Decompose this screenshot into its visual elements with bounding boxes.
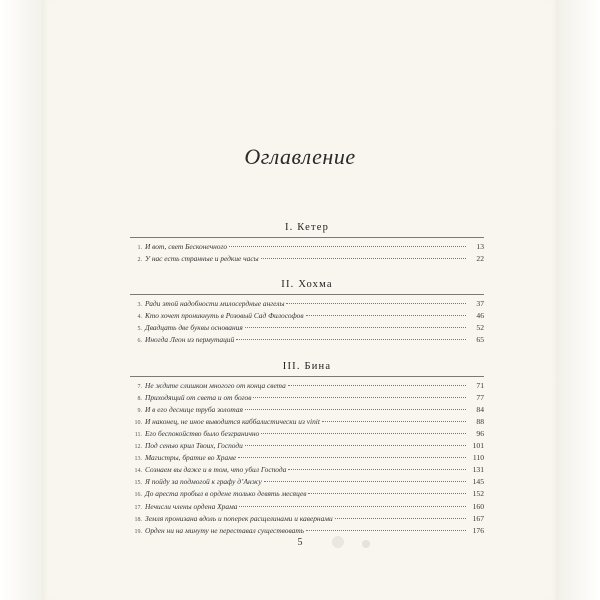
entry-page: 71 bbox=[476, 380, 484, 390]
entry-number: 11. bbox=[134, 431, 142, 438]
entry-number: 8. bbox=[137, 395, 142, 402]
entry-title: И в его деснице труба золотая bbox=[145, 404, 243, 414]
leader-dots bbox=[335, 518, 466, 519]
entry-title: Земля пронизана вдоль и поперек расщелинами и кавернами bbox=[145, 513, 333, 523]
entry-page: 176 bbox=[472, 525, 484, 535]
section-divider bbox=[130, 237, 484, 238]
entry-title: Двадцать две буквы основания bbox=[145, 323, 243, 333]
leader-dots bbox=[308, 493, 466, 494]
entry-page: 88 bbox=[476, 416, 484, 426]
toc-section-bina bbox=[130, 361, 484, 538]
leader-dots bbox=[286, 303, 466, 304]
entry-number: 17. bbox=[134, 504, 142, 511]
entry-page: 160 bbox=[472, 501, 484, 511]
page-number: 5 bbox=[297, 537, 303, 548]
paper-smudge bbox=[332, 536, 344, 548]
toc-entry bbox=[130, 502, 484, 514]
leader-dots bbox=[229, 246, 466, 247]
leader-dots bbox=[245, 409, 466, 410]
leader-dots bbox=[261, 258, 466, 259]
toc-entry bbox=[130, 299, 484, 311]
entry-number: 9. bbox=[137, 407, 142, 414]
toc-entry bbox=[130, 489, 484, 501]
leader-dots bbox=[253, 397, 466, 398]
section-heading: II. Хохма bbox=[281, 279, 333, 291]
entry-number: 1. bbox=[137, 245, 142, 251]
entry-number: 12. bbox=[134, 444, 142, 451]
entry-title: Ради этой надобности милосердные ангелы bbox=[145, 299, 285, 309]
leader-dots bbox=[238, 457, 466, 458]
entry-title: Его беспокойство было безгранично bbox=[145, 428, 260, 438]
leader-dots bbox=[239, 506, 466, 507]
leader-dots bbox=[236, 339, 466, 340]
entry-number: 10. bbox=[134, 419, 142, 426]
toc-section-hokhma bbox=[130, 279, 484, 347]
entry-number: 4. bbox=[137, 314, 142, 321]
entry-title: Сознаем вы даже и в том, что убил Господа bbox=[145, 465, 287, 475]
section-heading: I. Кетер bbox=[284, 222, 330, 233]
entry-number: 3. bbox=[137, 302, 142, 309]
toc-entry bbox=[130, 381, 484, 393]
entry-number: 15. bbox=[134, 480, 142, 487]
entry-title: Орден ни на минуту не переставал существовать bbox=[145, 525, 305, 535]
entry-page: 52 bbox=[476, 323, 484, 333]
paper-smudge bbox=[362, 540, 370, 548]
leader-dots bbox=[288, 385, 466, 386]
entry-number: 13. bbox=[134, 456, 142, 463]
entry-page: 131 bbox=[472, 465, 484, 475]
leader-dots bbox=[245, 327, 466, 328]
page-title: Оглавление bbox=[244, 144, 356, 169]
toc-entry bbox=[130, 254, 484, 266]
entry-page: 152 bbox=[472, 489, 484, 499]
leader-dots bbox=[306, 315, 466, 316]
toc-entry bbox=[130, 311, 484, 323]
entry-title: До ареста пробыл в ордене только девять месяцев bbox=[145, 489, 307, 499]
entry-title: И наконец, не иное выводится каббалистически из vinit bbox=[145, 416, 320, 426]
leader-dots bbox=[322, 421, 466, 422]
toc-section-keter bbox=[130, 222, 484, 266]
entry-page: 167 bbox=[472, 513, 484, 523]
section-heading: III. Бина bbox=[282, 360, 332, 372]
entry-title: У нас есть странные и редкие часы bbox=[145, 254, 259, 264]
entry-title: Под сенью крил Твоих, Господи bbox=[145, 441, 243, 451]
toc-entry bbox=[130, 393, 484, 405]
toc-entry bbox=[130, 405, 484, 417]
entry-title: Приходящий от света и от богов bbox=[145, 392, 252, 402]
entry-title: Я пойду за подмогой к графу д’Анжу bbox=[145, 477, 262, 487]
entry-page: 46 bbox=[476, 311, 484, 321]
entry-page: 13 bbox=[476, 242, 484, 251]
entry-page: 22 bbox=[476, 254, 484, 264]
entry-page: 84 bbox=[476, 404, 484, 414]
toc-entry bbox=[130, 514, 484, 526]
entry-page: 96 bbox=[476, 428, 484, 438]
entry-title: Не ждите слишком многого от конца света bbox=[145, 380, 286, 390]
toc-entry bbox=[130, 465, 484, 477]
entry-page: 77 bbox=[476, 392, 484, 402]
entry-title: И вот, свет Бесконечного bbox=[145, 242, 228, 251]
entry-number: 16. bbox=[134, 492, 142, 499]
toc-entry bbox=[130, 477, 484, 489]
entry-number: 18. bbox=[134, 516, 142, 523]
entry-title: Нечисли члены ордена Храма bbox=[145, 501, 238, 511]
leader-dots bbox=[245, 445, 466, 446]
entry-page: 101 bbox=[472, 441, 484, 451]
toc-entry bbox=[130, 242, 484, 254]
section-divider bbox=[130, 376, 484, 377]
entry-title: Иногда Леон из пермутаций bbox=[145, 335, 235, 345]
table-of-contents bbox=[130, 222, 484, 551]
page-left-margin bbox=[0, 0, 42, 600]
toc-entry bbox=[130, 335, 484, 347]
entry-number: 5. bbox=[137, 326, 142, 333]
entry-title: Кто хочет проникнуть в Розовый Сад Философов bbox=[145, 311, 304, 321]
section-divider bbox=[130, 294, 484, 295]
entry-page: 110 bbox=[472, 453, 484, 463]
entry-page: 37 bbox=[476, 299, 484, 309]
leader-dots bbox=[288, 469, 466, 470]
entry-number: 14. bbox=[134, 468, 142, 475]
entry-title: Магистры, братие во Храме bbox=[145, 453, 237, 463]
entry-number: 2. bbox=[137, 257, 142, 264]
entry-page: 65 bbox=[476, 335, 484, 345]
toc-entry bbox=[130, 526, 484, 538]
leader-dots bbox=[261, 433, 466, 434]
entry-page: 145 bbox=[472, 477, 484, 487]
leader-dots bbox=[306, 530, 466, 531]
page-right-margin bbox=[558, 0, 600, 600]
entry-number: 19. bbox=[134, 528, 142, 535]
toc-entry bbox=[130, 441, 484, 453]
entry-number: 6. bbox=[137, 338, 142, 345]
entry-number: 7. bbox=[137, 383, 142, 390]
leader-dots bbox=[264, 481, 466, 482]
toc-entry bbox=[130, 323, 484, 335]
toc-entry bbox=[130, 429, 484, 441]
toc-entry bbox=[130, 453, 484, 465]
toc-entry bbox=[130, 417, 484, 429]
